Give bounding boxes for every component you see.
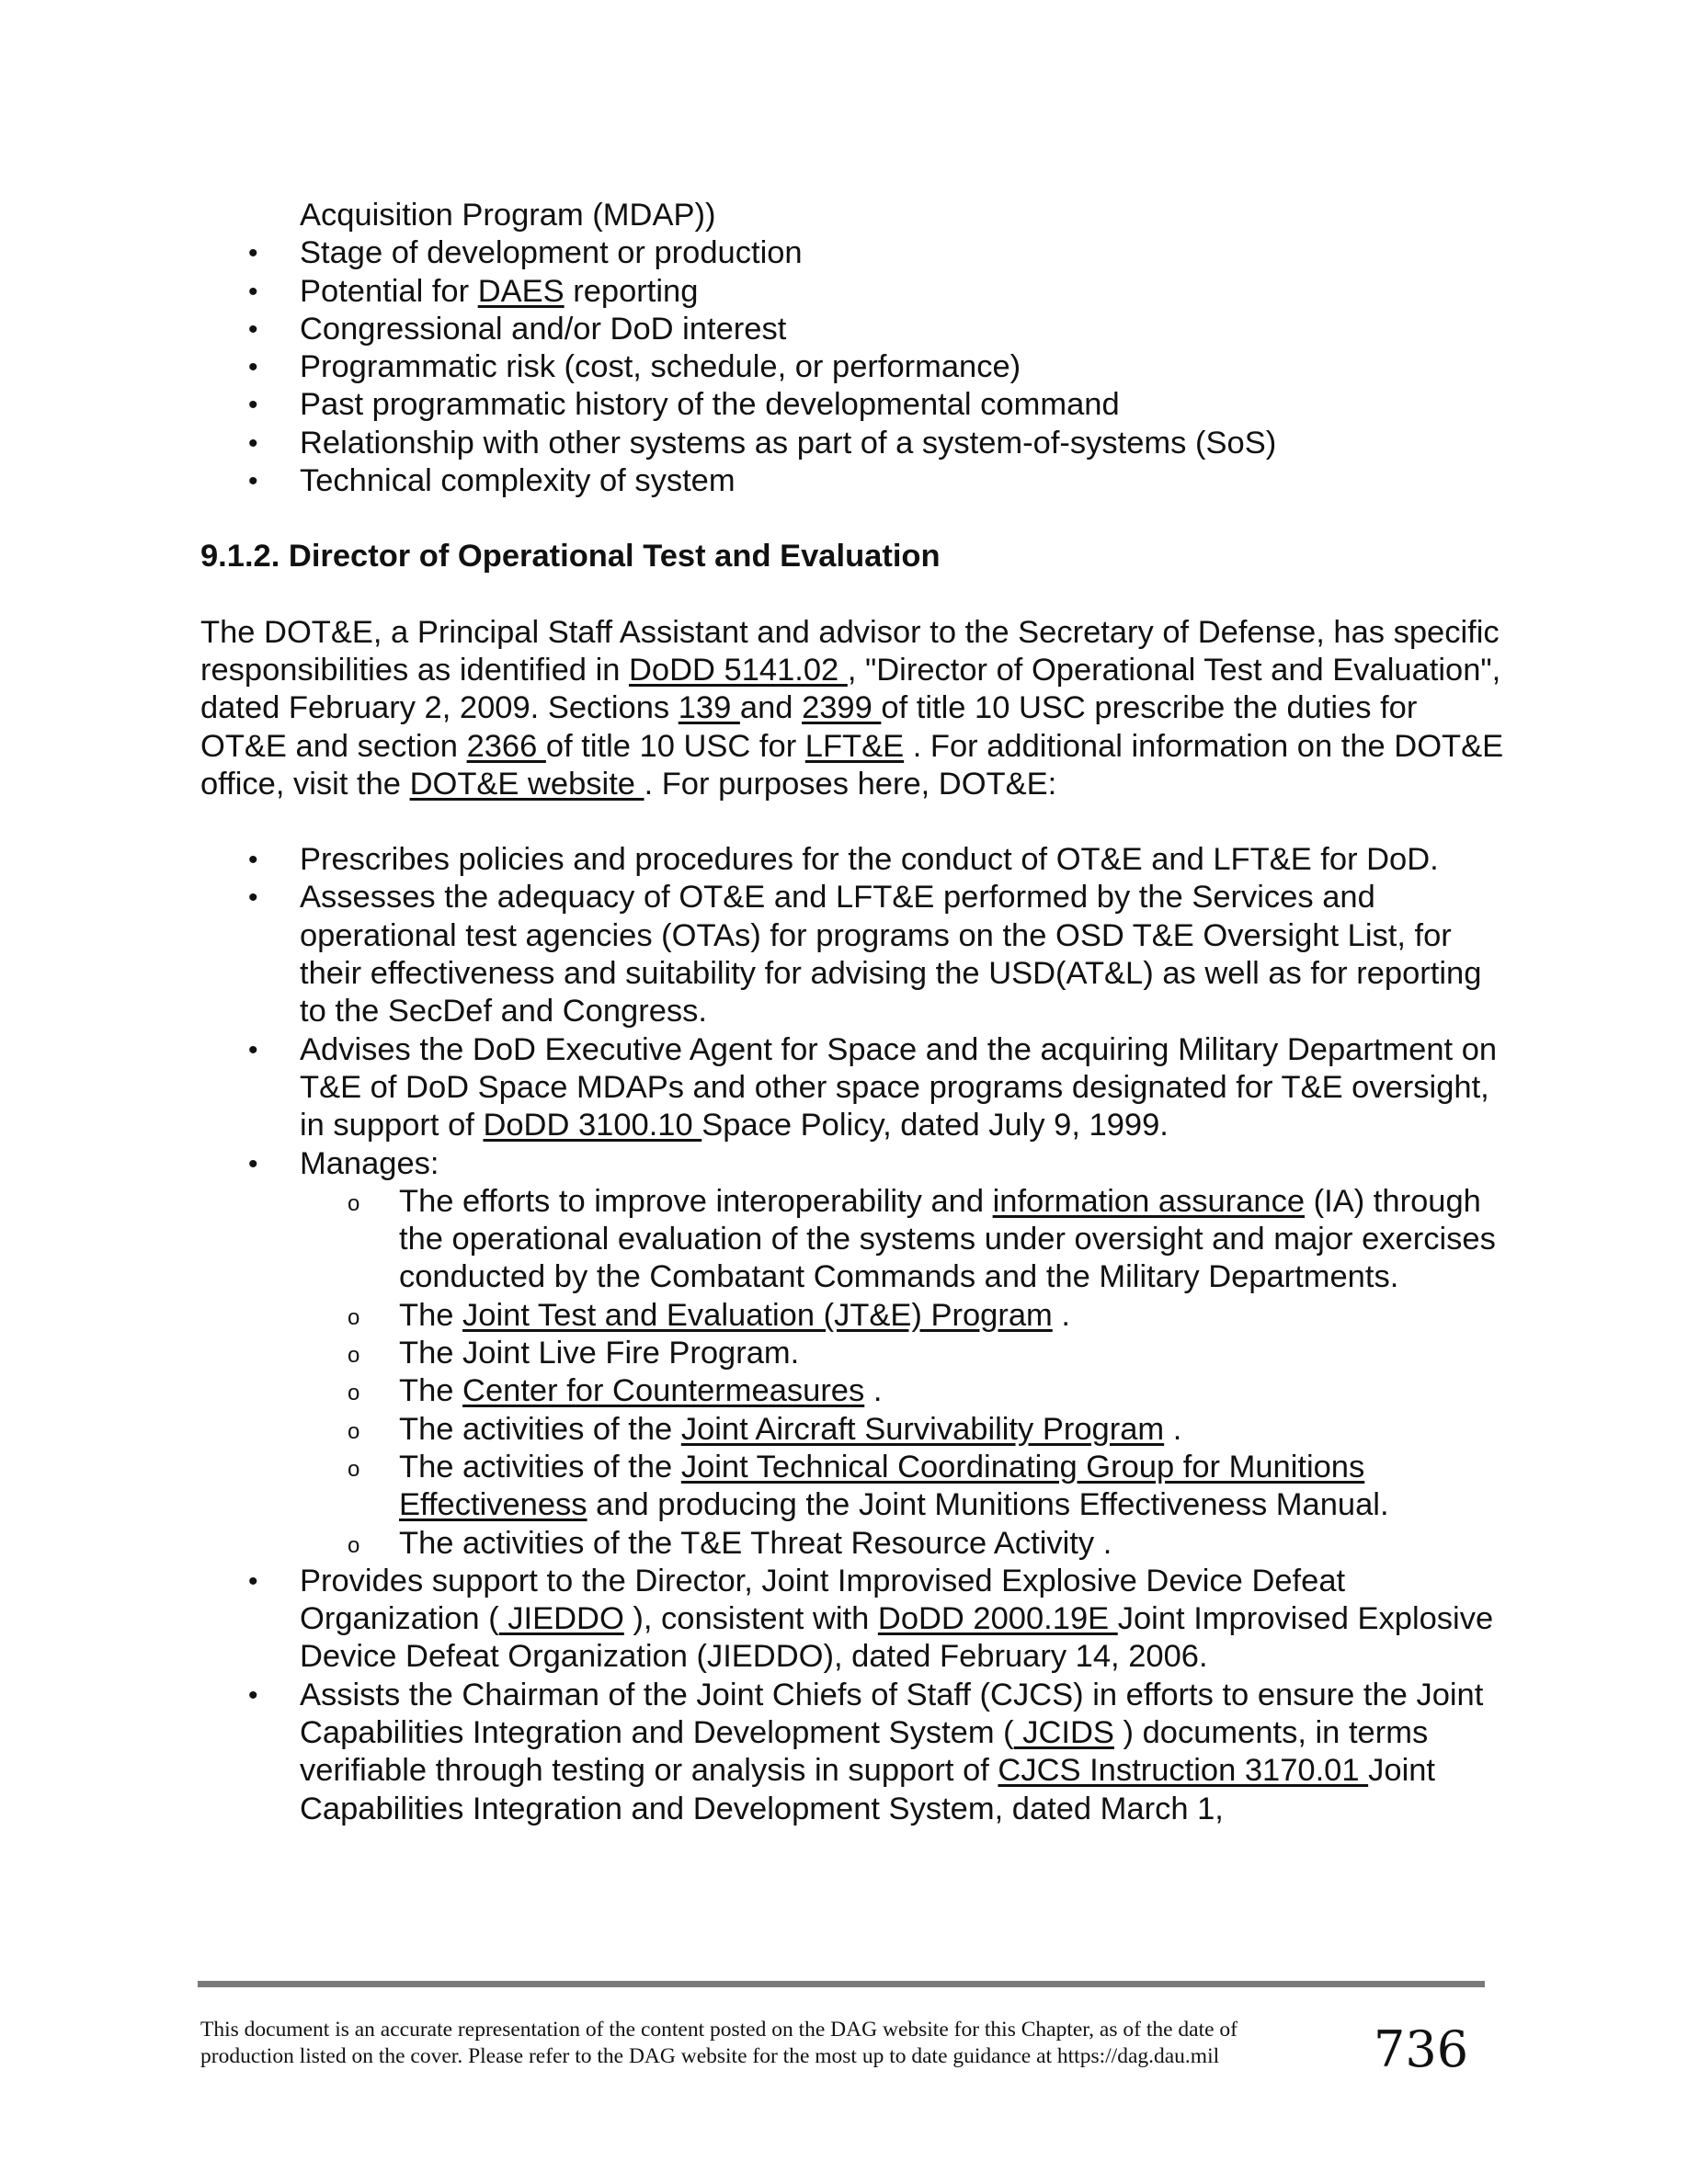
section-heading: 9.1.2. Director of Operational Test and Evaluation [200,539,941,574]
list-item: • Advises the DoD Executive Agent for Space and the acquiring Military Department on T&E of DoD Space MDAPs and other space programs designated for T&E oversight, in support of DoDD 3100.10 Space Policy, dated July 9, 1999. [200,1031,1506,1145]
continued-line: Acquisition Program (MDAP)) [300,198,716,233]
list-item: • Potential for DAES reporting [200,273,1506,311]
footer-line: This document is an accurate representation of the content posted on the DAG website for this Chapter, as of the date of [200,2018,1238,2042]
jieddo-link[interactable]: JIEDDO [498,1601,624,1637]
dote-duties-list [200,841,1506,1828]
center-for-countermeasures-link[interactable]: Center for Countermeasures [462,1373,865,1409]
sublist-item: o The activities of the Joint Aircraft Survivability Program . [300,1411,1506,1449]
sublist-item: o The activities of the Joint Technical Coordinating Group for Munitions Effectiveness and producing the Joint Munitions Effectiveness Manual. [300,1449,1506,1525]
list-item: • Programmatic risk (cost, schedule, or performance) [200,348,1506,386]
list-item: • Provides support to the Director, Joint Improvised Explosive Device Defeat Organization ( JIEDDO ), consistent with DoDD 2000.19E Joint Improvised Explosive Device Defeat Organization (JIEDDO), dated February 14, 2006. [200,1563,1506,1677]
dodd-3100-link[interactable]: DoDD 3100.10 [483,1108,702,1143]
sublist-item: o The Joint Test and Evaluation (JT&E) Program . [300,1297,1506,1335]
jcids-link[interactable]: JCIDS [1013,1714,1114,1750]
jte-program-link[interactable]: Joint Test and Evaluation (JT&E) Program [462,1297,1053,1333]
sublist-item: o The Joint Live Fire Program. [300,1335,1506,1372]
list-item: • Stage of development or production [200,234,1506,272]
list-item: • Congressional and/or DoD interest [200,311,1506,348]
list-item: • Technical complexity of system [200,462,1506,500]
footer-divider [198,1981,1485,1987]
manages-sublist [300,1183,1506,1563]
sublist-item: o The efforts to improve interoperability and information assurance (IA) through the operational evaluation of the systems under oversight and major exercises conducted by the Combatant Commands and the Military Departments. [300,1183,1506,1297]
sublist-item: o The activities of the T&E Threat Resource Activity . [300,1525,1506,1563]
dote-website-link[interactable]: DOT&E website [409,766,644,802]
footer-line: production listed on the cover. Please refer to the DAG website for the most up to date guidance at https://dag.dau.mil [200,2044,1220,2068]
intro-paragraph: The DOT&E, a Principal Staff Assistant and advisor to the Secretary of Defense, has specific responsibilities as identified in DoDD 5141.02 , "Director of Operational Test and Evaluation", dated February 2, 2009. Sections 139 and 2399 of title 10 USC prescribe the duties for OT&E and section 2366 of title 10 USC for LFT&E . For additional information on the DOT&E office, visit the DOT&E website . For purposes here, DOT&E: [200,614,1504,802]
dodd-2000-link[interactable]: DoDD 2000.19E [877,1601,1118,1637]
list-item: • Assesses the adequacy of OT&E and LFT&E performed by the Services and operational test agencies (OTAs) for programs on the OSD T&E Oversight List, for their effectiveness and suitability for advising the USD(AT&L) as well as for reporting to the SecDef and Congress. [200,879,1506,1030]
list-item: • Prescribes policies and procedures for the conduct of OT&E and LFT&E for DoD. [200,841,1506,879]
dodd-5141-link[interactable]: DoDD 5141.02 [629,652,848,688]
cjcs-instruction-link[interactable]: CJCS Instruction 3170.01 [998,1753,1369,1789]
footer-note [200,2017,1414,2070]
list-item: • Relationship with other systems as part of a system-of-systems (SoS) [200,425,1506,462]
section-139-link[interactable]: 139 [678,690,740,726]
daes-link[interactable]: DAES [477,273,565,309]
section-2399-link[interactable]: 2399 [802,690,882,726]
lfte-link[interactable]: LFT&E [804,728,905,764]
page-number: 736 [1374,2020,1469,2078]
sublist-item: o The Center for Countermeasures . [300,1372,1506,1410]
jasp-link[interactable]: Joint Aircraft Survivability Program [680,1411,1165,1447]
jtcg-me-link[interactable]: Joint Technical Coordinating Group for Munitions Effectiveness [399,1449,1365,1523]
body-text [200,197,1506,1828]
list-item: • Past programmatic history of the developmental command [200,386,1506,424]
list-item: • Assists the Chairman of the Joint Chiefs of Staff (CJCS) in efforts to ensure the Joint Capabilities Integration and Development System ( JCIDS ) documents, in terms verifiable through testing or analysis in support of CJCS Instruction 3170.01 Joint Capabilities Integration and Development System, dated March 1, [200,1677,1506,1828]
information-assurance-link[interactable]: information assurance [992,1183,1306,1219]
criteria-list [200,234,1506,500]
list-item: • Manages: o The efforts to improve interoperability and information assurance (IA) through the operational evaluation of the systems under oversight and major exercises conducted by the Combatant Commands and the Military Departments. o The Joint Test and Evaluation (JT&E) Program . o The Joint Live Fire Program. o The Center for Countermeasures . o The activities of the Joint Aircraft Survivability Program . o The activities of the Joint Technical Coordinating Group for Munitions Effectiveness and producing the Joint Munitions Effectiveness Manual. o The activities of the T&E Threat Resource Activity . [200,1145,1506,1563]
section-2366-link[interactable]: 2366 [466,728,546,764]
